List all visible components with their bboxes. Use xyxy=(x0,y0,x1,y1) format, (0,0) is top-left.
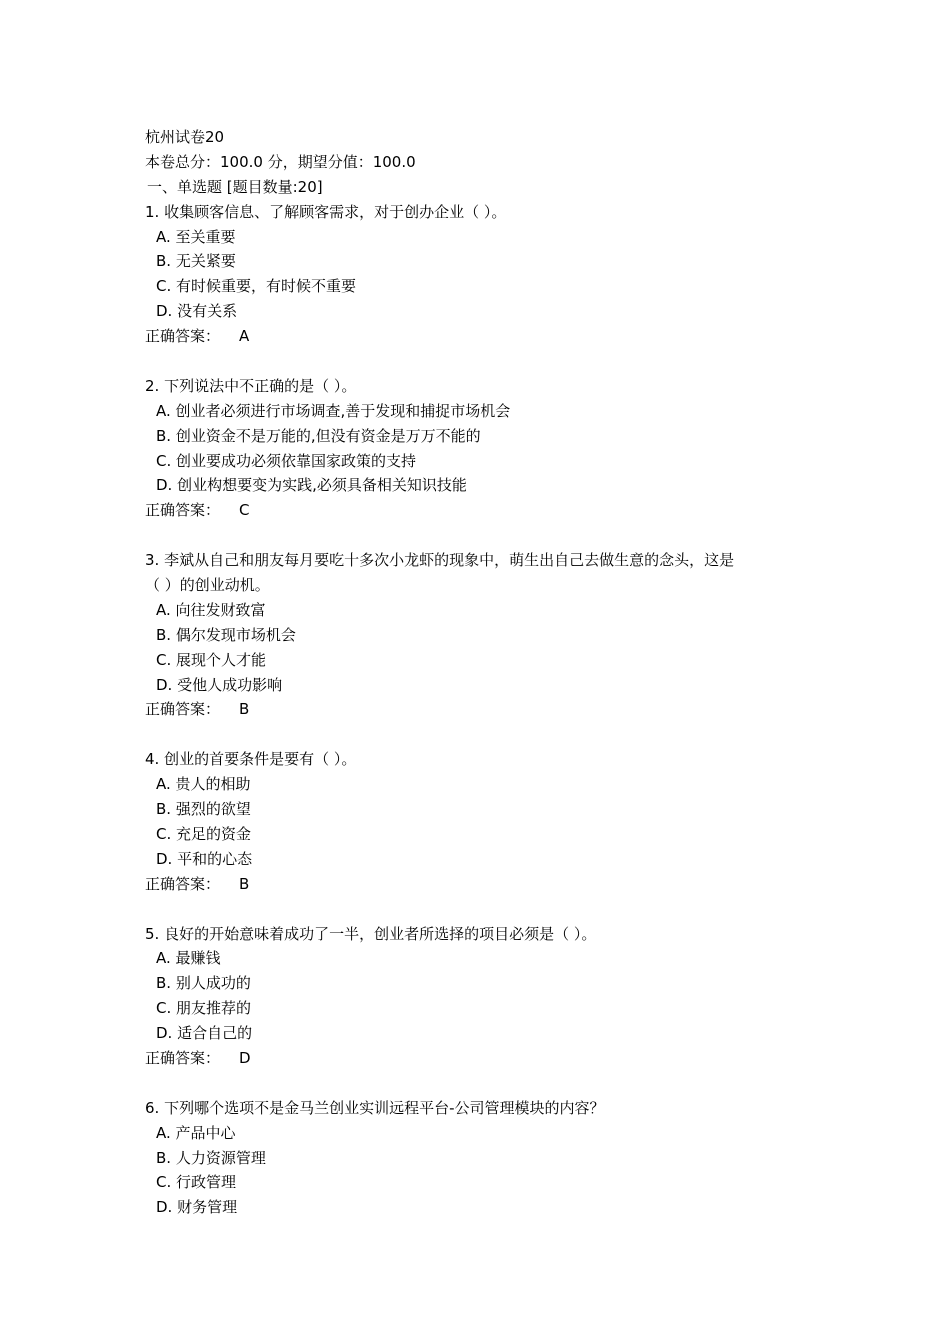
option-c: C. 行政管理 xyxy=(156,1173,237,1192)
question-stem: 1. 收集顾客信息、了解顾客需求，对于创办企业（ ）。 xyxy=(145,202,507,221)
option-d: D. 创业构想要变为实践,必须具备相关知识技能 xyxy=(156,476,467,495)
option-c: C. 创业要成功必须依靠国家政策的支持 xyxy=(156,451,417,470)
score-info: 本卷总分：100.0 分，期望分值：100.0 xyxy=(145,152,416,171)
option-d: D. 平和的心态 xyxy=(156,849,253,868)
option-b: B. 偶尔发现市场机会 xyxy=(156,625,296,644)
option-c: C. 有时候重要，有时候不重要 xyxy=(156,277,357,296)
option-a: A. 至关重要 xyxy=(156,227,236,246)
option-a: A. 创业者必须进行市场调查,善于发现和捕捉市场机会 xyxy=(156,401,511,420)
option-d: D. 财务管理 xyxy=(156,1198,238,1217)
answer-label: 正确答案： xyxy=(145,700,221,719)
answer-line xyxy=(145,1046,825,1071)
question-2 xyxy=(145,374,825,548)
option-a: A. 产品中心 xyxy=(156,1123,236,1142)
option-a: A. 最赚钱 xyxy=(156,949,221,968)
option-b: B. 创业资金不是万能的,但没有资金是万万不能的 xyxy=(156,426,481,445)
option-d: D. 受他人成功影响 xyxy=(156,675,283,694)
answer-line xyxy=(145,872,825,897)
option-a: A. 贵人的相助 xyxy=(156,775,251,794)
answer-label: 正确答案： xyxy=(145,501,221,520)
option-b: B. 人力资源管理 xyxy=(156,1148,266,1167)
question-3 xyxy=(145,548,825,747)
question-4 xyxy=(145,747,825,921)
answer-value: A xyxy=(239,327,250,346)
answer-label: 正确答案： xyxy=(145,1048,221,1067)
question-5 xyxy=(145,922,825,1096)
answer-value: D xyxy=(239,1048,251,1067)
option-b: B. 无关紧要 xyxy=(156,252,236,271)
option-c: C. 展现个人才能 xyxy=(156,650,267,669)
question-stem: 4. 创业的首要条件是要有（ ）。 xyxy=(145,750,357,769)
answer-label: 正确答案： xyxy=(145,874,221,893)
answer-value: C xyxy=(239,501,250,520)
option-b: B. 强烈的欲望 xyxy=(156,800,251,819)
option-c: C. 充足的资金 xyxy=(156,824,252,843)
question-stem: 5. 良好的开始意味着成功了一半，创业者所选择的项目必须是（ ）。 xyxy=(145,924,597,943)
question-stem-line-1: 3. 李斌从自己和朋友每月要吃十多次小龙虾的现象中，萌生出自己去做生意的念头，这是 xyxy=(145,551,735,570)
exam-document xyxy=(145,125,825,1220)
question-1 xyxy=(145,200,825,374)
option-a: A. 向往发财致富 xyxy=(156,600,266,619)
question-stem-line-2: （ ）的创业动机。 xyxy=(145,576,270,595)
option-d: D. 适合自己的 xyxy=(156,1024,253,1043)
question-6 xyxy=(145,1096,825,1220)
option-c: C. 朋友推荐的 xyxy=(156,999,252,1018)
answer-line xyxy=(145,324,825,349)
exam-title: 杭州试卷20 xyxy=(145,128,225,146)
answer-label: 正确答案： xyxy=(145,327,221,346)
question-stem: 2. 下列说法中不正确的是（ ）。 xyxy=(145,376,357,395)
answer-line xyxy=(145,697,825,722)
option-b: B. 别人成功的 xyxy=(156,974,251,993)
answer-value: B xyxy=(239,874,250,893)
answer-line xyxy=(145,498,825,523)
section-heading: 一、单选题 [题目数量:20] xyxy=(147,177,323,196)
option-d: D. 没有关系 xyxy=(156,302,238,321)
question-stem: 6. 下列哪个选项不是金马兰创业实训远程平台-公司管理模块的内容？ xyxy=(145,1098,605,1117)
answer-value: B xyxy=(239,700,250,719)
